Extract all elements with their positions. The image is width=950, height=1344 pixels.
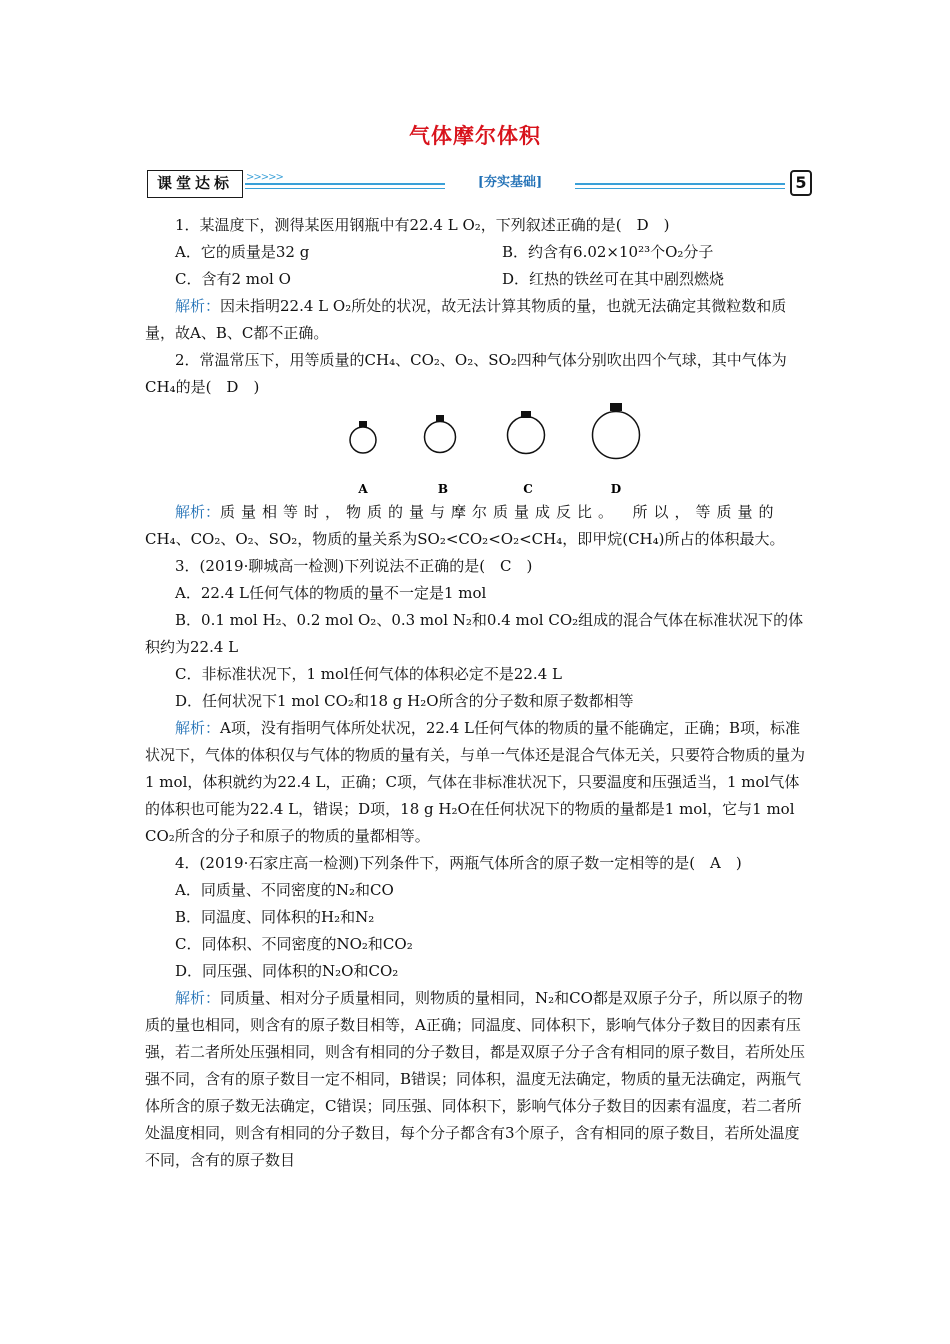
q4-analysis-label: 解析： — [175, 989, 221, 1007]
q1-analysis — [145, 293, 807, 347]
q3-option-a: A．22.4 L任何气体的物质的量不一定是1 mol — [175, 584, 487, 602]
q1-option-a: A．它的质量是32 g — [175, 243, 310, 261]
q1-options-row-1 — [145, 239, 807, 266]
q3-stem: 3．(2019·聊城高一检测)下列说法不正确的是( C ) — [175, 557, 533, 575]
balloon-a — [350, 421, 376, 453]
q1-option-d: D．红热的铁丝可在其中剧烈燃烧 — [502, 270, 725, 288]
balloon-diagram — [145, 401, 807, 499]
section-label: 课堂达标 — [147, 170, 243, 198]
q3-option-c: C．非标准状况下，1 mol任何气体的体积必定不是22.4 L — [175, 665, 562, 683]
q4-stem: 4．(2019·石家庄高一检测)下列条件下，两瓶气体所含的原子数一定相等的是( A ) — [175, 854, 742, 872]
q1-analysis-text: 因未指明22.4 L O₂所处的状况，故无法计算其物质的量，也就无法确定其微粒数和质量，故A、B、C都不正确。 — [145, 297, 787, 342]
q4-option-a: A．同质量、不同密度的N₂和CO — [175, 881, 394, 899]
balloon-label-a: A — [358, 482, 368, 496]
q1-options-row-2 — [145, 266, 807, 293]
q4-analysis — [145, 985, 807, 1174]
q2-analysis-cont: CH₄、CO₂、O₂、SO₂，物质的量关系为SO₂<CO₂<O₂<CH₄，即甲烷(CH₄)所占的体积最大。 — [145, 530, 785, 548]
q2-analysis — [145, 499, 807, 526]
q1-analysis-label: 解析： — [175, 297, 221, 315]
balloon-d — [593, 403, 640, 459]
q4-option-c: C．同体积、不同密度的NO₂和CO₂ — [175, 935, 413, 953]
balloon-b — [425, 415, 456, 453]
page-title: 气体摩尔体积 — [409, 123, 541, 148]
q2-stem: 2．常温常压下，用等质量的CH₄、CO₂、O₂、SO₂四种气体分别吹出四个气球，其中气体为CH₄的是( D ) — [145, 351, 787, 396]
section-number-badge: 5 — [790, 170, 812, 196]
q1-option-c: C．含有2 mol O — [175, 270, 291, 288]
q4-option-b: B．同温度、同体积的H₂和N₂ — [175, 908, 375, 926]
q2-analysis-label: 解析： — [175, 503, 221, 521]
q1-option-b: B．约含有6.02×10²³个O₂分子 — [502, 243, 714, 261]
q3-analysis-label: 解析： — [175, 719, 221, 737]
section-banner — [145, 168, 817, 202]
q3-analysis-text: A项，没有指明气体所处状况，22.4 L任何气体的物质的量不能确定，正确；B项，标准状况下，气体的体积仅与气体的物质的量有关，与单一气体还是混合气体无关，只要符合物质的量为1 mol，体积就约为22.4 L，正确；C项，气体在非标准状况下，只要温度和压强适当，1 mol气体的体积也可能为22.4 L，错误；D项，18 g H₂O在任何状况下的物质的量都是1 mol，它与1 mol CO₂所含的分子和原子的物质的量都相等。 — [145, 719, 806, 845]
balloon-label-d: D — [610, 482, 622, 496]
q4-analysis-text: 同质量、相对分子质量相同，则物质的量相同，N₂和CO都是双原子分子，所以原子的物质的量也相同，则含有的原子数目相等，A正确；同温度、同体积下，影响气体分子数目的因素有压强，若二者所处压强相同，则含有相同的分子数目，都是双原子分子含有相同的原子数目，若所处压强不同，含有的原子数目一定不相同，B错误；同体积，温度无法确定，物质的量无法确定，两瓶气体所含的原子数无法确定，C错误；同压强、同体积下，影响气体分子数目的因素有温度，若二者所处温度相同，则含有相同的分子数目，每个分子都含有3个原子，含有相同的原子数目，若所处温度不同，含有的原子数目 — [145, 989, 806, 1169]
section-subtitle: [夯实基础] — [445, 173, 575, 193]
balloon-label-c: C — [523, 482, 533, 496]
arrow-decoration-icon: >>>>> — [246, 172, 283, 183]
q3-option-b: B．0.1 mol H₂、0.2 mol O₂、0.3 mol N₂和0.4 mol CO₂组成的混合气体在标准状况下的体积约为22.4 L — [145, 611, 804, 656]
q2-analysis-text-1: 质量相等时，物质的量与摩尔质量成反比。 所以，等质量的 — [220, 503, 780, 521]
q3-analysis — [145, 715, 807, 850]
q1-stem: 1．某温度下，测得某医用钢瓶中有22.4 L O₂，下列叙述正确的是( D ) — [175, 216, 670, 234]
q3-option-d: D．任何状况下1 mol CO₂和18 g H₂O所含的分子数和原子数都相等 — [175, 692, 634, 710]
question-list — [145, 212, 807, 1174]
balloon-figure — [145, 401, 807, 499]
q4-option-d: D．同压强、同体积的N₂O和CO₂ — [175, 962, 399, 980]
balloon-label-b: B — [437, 482, 449, 496]
balloon-c — [508, 411, 545, 454]
